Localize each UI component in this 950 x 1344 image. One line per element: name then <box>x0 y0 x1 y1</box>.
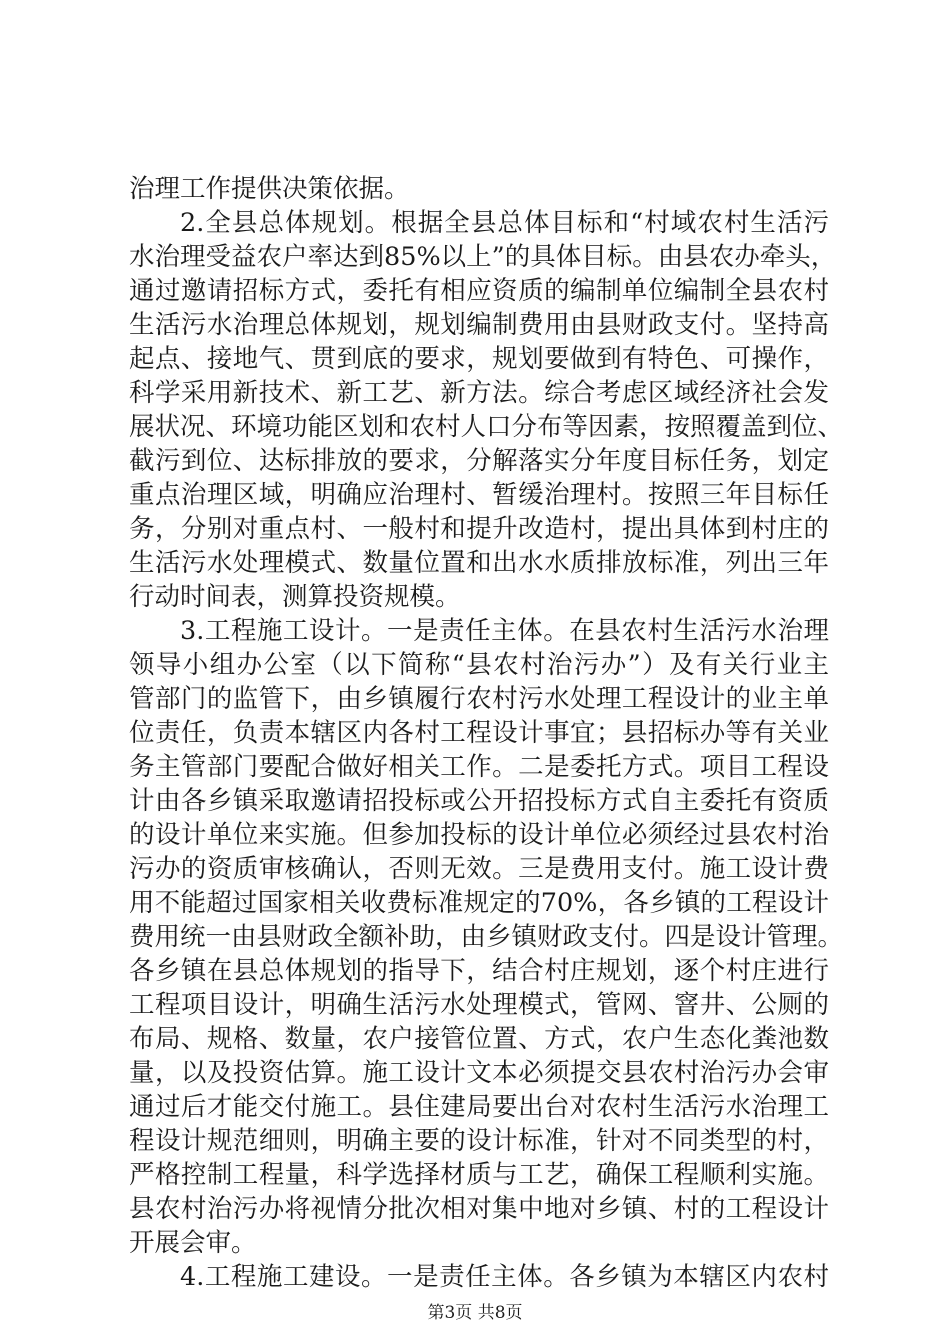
text-line: 展状况、环境功能区划和农村人口分布等因素，按照覆盖到位、 <box>129 412 844 442</box>
text-line: 程设计规范细则，明确主要的设计标准，针对不同类型的村， <box>129 1126 829 1156</box>
text-line: 领导小组办公室（以下简称“县农村治污办”）及有关行业主 <box>129 650 829 680</box>
text-line: 位责任，负责本辖区内各村工程设计事宜；县招标办等有关业 <box>129 718 829 748</box>
text-line: 布局、规格、数量，农户接管位置、方式，农户生态化粪池数 <box>129 1024 829 1054</box>
text-line: 务主管部门要配合做好相关工作。二是委托方式。项目工程设 <box>129 752 829 782</box>
text-line: 计由各乡镇采取邀请招投标或公开招投标方式自主委托有资质 <box>129 786 829 816</box>
text-line: 通过后才能交付施工。县住建局要出台对农村生活污水治理工 <box>129 1092 829 1122</box>
text-line: 务，分别对重点村、一般村和提升改造村，提出具体到村庄的 <box>129 514 829 544</box>
text-line: 管部门的监管下，由乡镇履行农村污水处理工程设计的业主单 <box>129 684 829 714</box>
text-line: 治理工作提供决策依据。 <box>129 174 410 204</box>
text-line: 污办的资质审核确认，否则无效。三是费用支付。施工设计费 <box>129 854 829 884</box>
text-line: 水治理受益农户率达到85%以上”的具体目标。由县农办牵头， <box>129 242 837 272</box>
text-line: 行动时间表，测算投资规模。 <box>129 582 461 612</box>
text-line: 县农村治污办将视情分批次相对集中地对乡镇、村的工程设计 <box>129 1194 829 1224</box>
text-line: 生活污水治理总体规划，规划编制费用由县财政支付。坚持高 <box>129 310 829 340</box>
text-line: 起点、接地气、贯到底的要求，规划要做到有特色、可操作， <box>129 344 829 374</box>
text-line: 开展会审。 <box>129 1228 257 1258</box>
text-line: 用不能超过国家相关收费标准规定的70%，各乡镇的工程设计 <box>129 888 829 918</box>
paragraph-heading-line: 3.工程施工设计。一是责任主体。在县农村生活污水治理 <box>180 616 829 646</box>
text-line: 严格控制工程量，科学选择材质与工艺，确保工程顺利实施。 <box>129 1160 829 1190</box>
text-line: 工程项目设计，明确生活污水处理模式，管网、窨井、公厕的 <box>129 990 829 1020</box>
paragraph-heading-line: 4.工程施工建设。一是责任主体。各乡镇为本辖区内农村 <box>180 1262 829 1292</box>
text-line: 重点治理区域，明确应治理村、暂缓治理村。按照三年目标任 <box>129 480 829 510</box>
page-footer <box>0 1298 950 1323</box>
text-line: 截污到位、达标排放的要求，分解落实分年度目标任务，划定 <box>129 446 829 476</box>
body-text <box>129 172 844 1294</box>
text-line: 量，以及投资估算。施工设计文本必须提交县农村治污办会审 <box>129 1058 829 1088</box>
text-line: 费用统一由县财政全额补助，由乡镇财政支付。四是设计管理。 <box>129 922 844 952</box>
text-line: 生活污水处理模式、数量位置和出水水质排放标准，列出三年 <box>129 548 829 578</box>
text-line: 通过邀请招标方式，委托有相应资质的编制单位编制全县农村 <box>129 276 829 306</box>
page-number: 第3页 共8页 <box>427 1303 523 1323</box>
text-line: 的设计单位来实施。但参加投标的设计单位必须经过县农村治 <box>129 820 829 850</box>
paragraph-heading-line: 2.全县总体规划。根据全县总体目标和“村域农村生活污 <box>180 208 829 238</box>
text-line: 科学采用新技术、新工艺、新方法。综合考虑区域经济社会发 <box>129 378 829 408</box>
text-line: 各乡镇在县总体规划的指导下，结合村庄规划，逐个村庄进行 <box>129 956 829 986</box>
